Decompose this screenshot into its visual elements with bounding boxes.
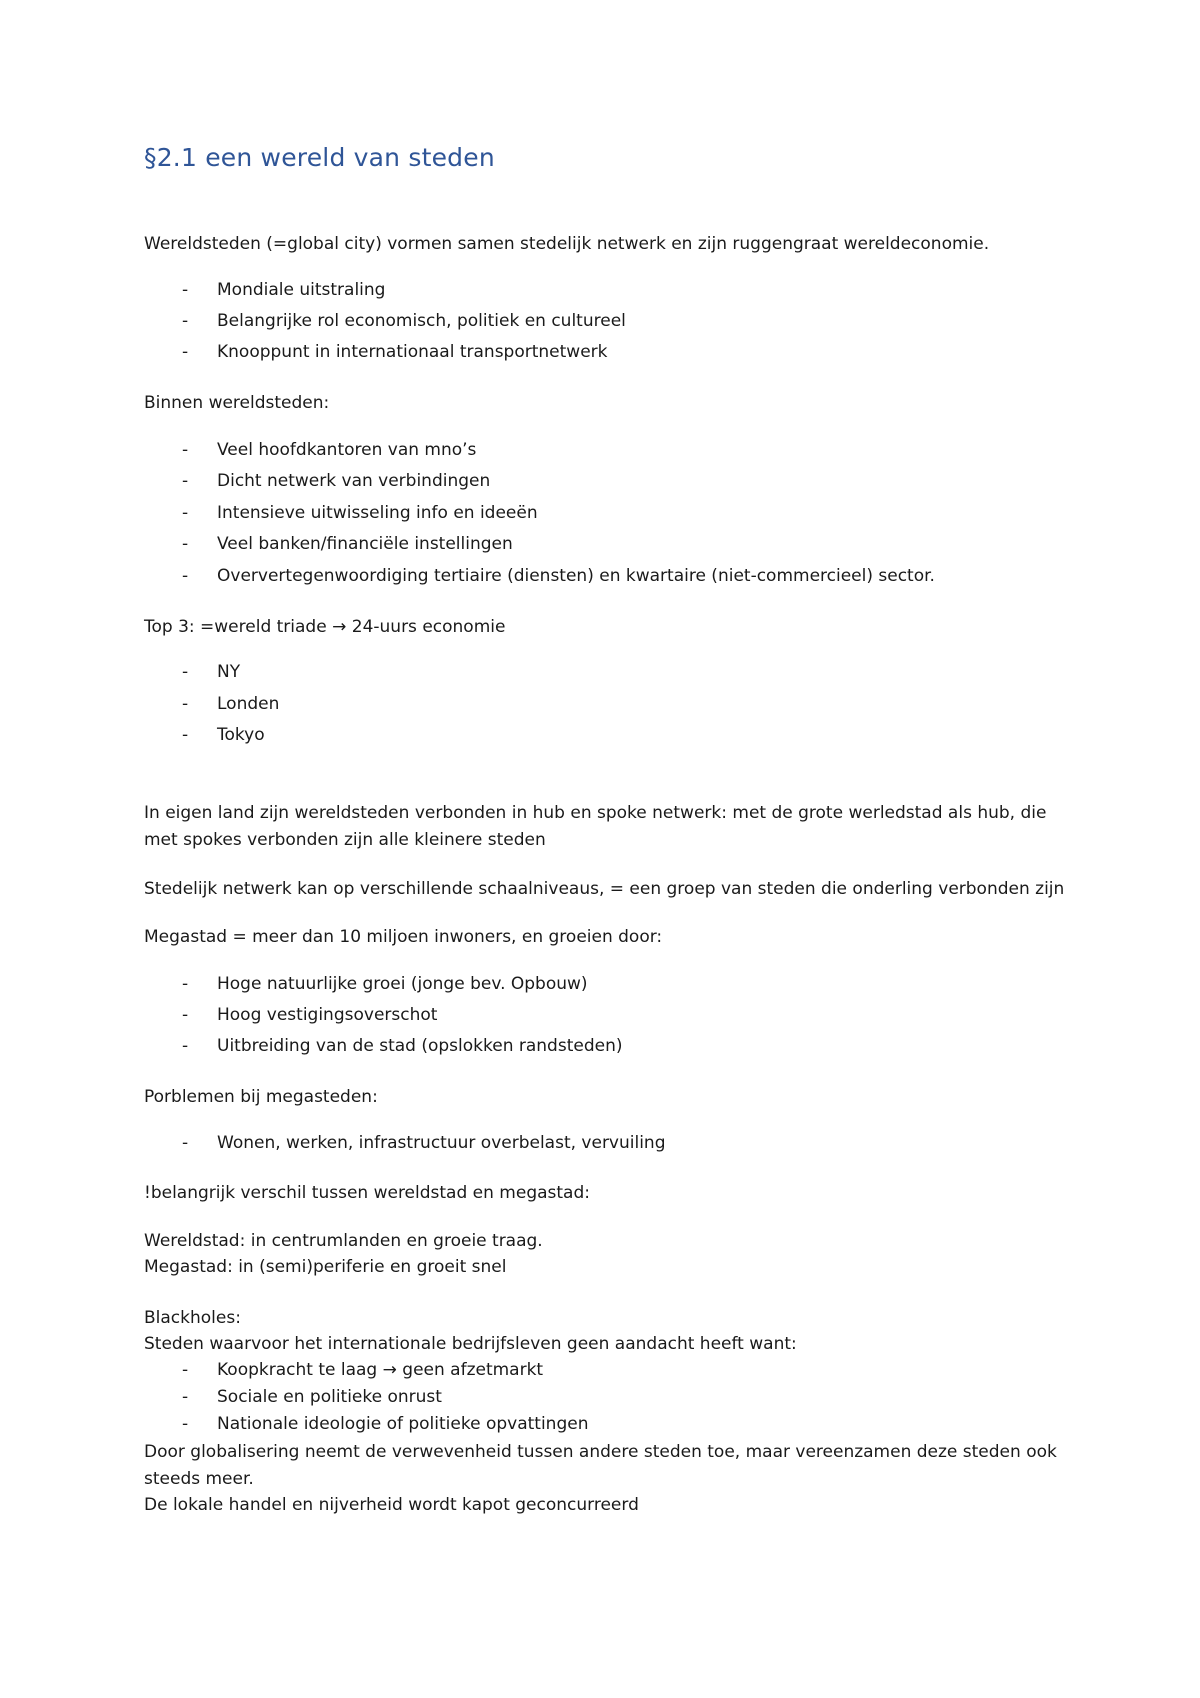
paragraph-binnen: Binnen wereldsteden:	[144, 393, 330, 413]
list-dash: -	[182, 440, 189, 460]
list-dash: -	[182, 311, 189, 331]
list-dash: -	[182, 662, 189, 682]
paragraph-top3: Top 3: =wereld triade → 24-uurs economie	[144, 614, 505, 641]
list-dash: -	[182, 1360, 189, 1380]
list-dash: -	[182, 694, 189, 714]
paragraph-blackholes-title: Blackholes:	[144, 1308, 241, 1328]
list-dash: -	[182, 1005, 189, 1025]
list-dash: -	[182, 342, 189, 362]
list-dash: -	[182, 503, 189, 523]
list-dash: -	[182, 1414, 189, 1434]
list-dash: -	[182, 534, 189, 554]
arrow-right-icon: →	[332, 617, 347, 637]
paragraph-globalisering: Door globalisering neemt de verwevenheid tussen andere steden toe, maar vereenzamen deze steden ook steeds meer.	[144, 1442, 1057, 1489]
paragraph-megastad-groei: Megastad: in (semi)periferie en groeit snel	[144, 1257, 507, 1277]
paragraph-blackholes: Steden waarvoor het internationale bedrijfsleven geen aandacht heeft want:	[144, 1334, 797, 1354]
paragraph-stedelijk-netwerk: Stedelijk netwerk kan op verschillende schaalniveaus, = een groep van steden die onderling verbonden zijn	[144, 879, 1065, 899]
list-dash: -	[182, 566, 189, 586]
paragraph-wereldsteden: Wereldsteden (=global city) vormen samen stedelijk netwerk en zijn ruggengraat wereldeconomie.	[144, 234, 990, 254]
page-title: §2.1 een wereld van steden	[144, 143, 495, 172]
arrow-right-icon: →	[382, 1360, 397, 1380]
paragraph-megastad: Megastad = meer dan 10 miljoen inwoners, en groeien door:	[144, 927, 663, 947]
list-dash: -	[182, 1133, 189, 1153]
list-dash: -	[182, 974, 189, 994]
paragraph-problemen: Porblemen bij megasteden:	[144, 1087, 378, 1107]
paragraph-verschil: !belangrijk verschil tussen wereldstad en megastad:	[144, 1183, 590, 1203]
list-dash: -	[182, 725, 189, 745]
list-dash: -	[182, 1036, 189, 1056]
paragraph-lokale-handel: De lokale handel en nijverheid wordt kapot geconcurreerd	[144, 1495, 639, 1515]
paragraph-hub-spoke: In eigen land zijn wereldsteden verbonden in hub en spoke netwerk: met de grote werledstad als hub, die met spokes verbonden zijn alle kleinere steden	[144, 803, 1047, 850]
list-dash: -	[182, 471, 189, 491]
list-dash: -	[182, 280, 189, 300]
paragraph-wereldstad: Wereldstad: in centrumlanden en groeie traag.	[144, 1231, 543, 1251]
document-page: §2.1 een wereld van steden Wereldsteden (=global city) vormen samen stedelijk netwerk en zijn ruggengraat wereldeconomie. - Mondiale uitstraling - Belangrijke rol economisch, politiek en cultureel - Knooppunt in internationaal transportnetwerk Binnen wereldsteden: - Veel hoofdkantoren van mno’s - Dicht netwerk van verbindingen - Intensieve uitwisseling info en ideeën - Veel banken/financiële instellingen - Oververtegenwoordiging tertiaire (diensten) en kwartaire (niet-commercieel) sector. Top 3: =wereld triade → 24-uurs economie - NY - Londen - Tokyo In eigen land zijn wereldsteden verbonden in hub en spoke netwerk: met de grote werledstad als hub, die met spokes verbonden zijn alle kleinere steden Stedelijk netwerk kan op verschillende schaalniveaus, = een groep van steden die onderling verbonden zijn Megastad = meer dan 10 miljoen inwoners, en groeien door: - Hoge natuurlijke groei (jonge bev. Opbouw) - Hoog vestigingsoverschot - Uitbreiding van de stad (opslokken randsteden) Porblemen bij megasteden: - Wonen, werken, infrastructuur overbelast, vervuiling !belangrijk verschil tussen wereldstad en megastad: Wereldstad: in centrumlanden en groeie traag. Megastad: in (semi)periferie en groeit snel Blackholes: Steden waarvoor het internationale bedrijfsleven geen aandacht heeft want: - Koopkracht te laag → geen afzetmarkt - Sociale en politieke onrust - Nationale ideologie of politieke opvattingen Door globalisering neemt de verwevenheid tussen andere steden toe, maar vereenzamen deze steden ook steeds meer. De lokale handel en nijverheid wordt kapot geconcurreerd	[0, 0, 1200, 1698]
list-dash: -	[182, 1387, 189, 1407]
